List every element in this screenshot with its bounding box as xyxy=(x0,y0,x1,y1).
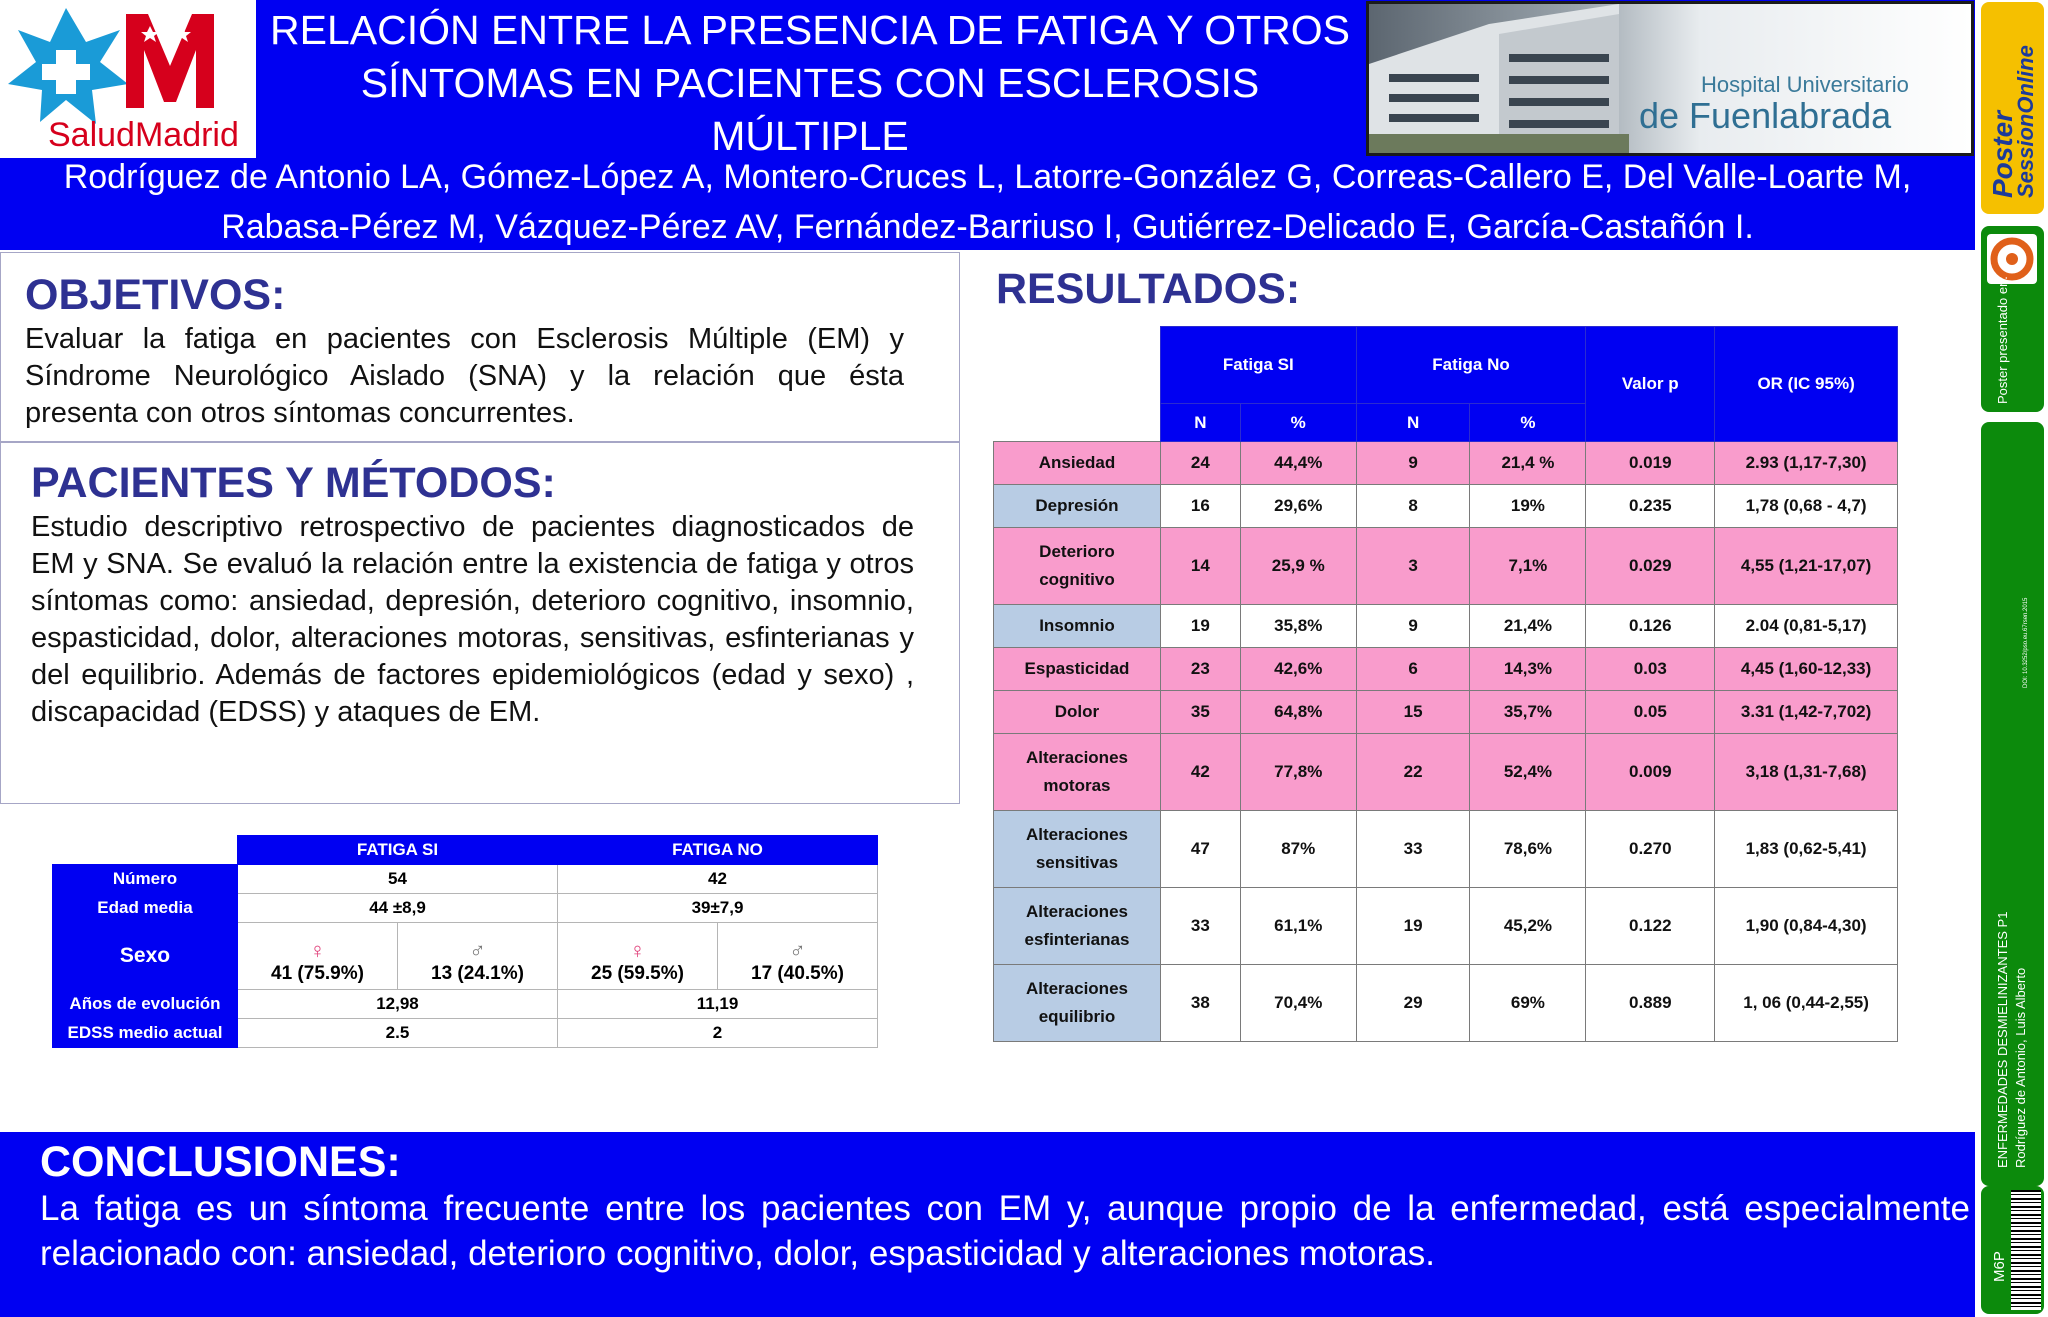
female-icon: ♀ xyxy=(629,938,646,963)
cell-p: 0.05 xyxy=(1586,691,1715,734)
cell-p: 0.235 xyxy=(1586,485,1715,528)
salud-madrid-logo-text: SaludMadrid xyxy=(48,116,239,154)
demographics-table xyxy=(52,835,878,1048)
row-label: Años de evolución xyxy=(53,990,238,1019)
row-label: Deterioro cognitivo xyxy=(994,528,1161,605)
salud-madrid-logo xyxy=(0,0,256,158)
row-label: Espasticidad xyxy=(994,648,1161,691)
header-fatiga-si: Fatiga SI xyxy=(1160,327,1356,404)
cell-value: 42 xyxy=(558,865,878,894)
cell-n-si: 33 xyxy=(1160,888,1240,965)
results-row xyxy=(994,888,1898,965)
cell-p: 0.029 xyxy=(1586,528,1715,605)
row-numero xyxy=(53,865,878,894)
cell-pct-si: 42,6% xyxy=(1240,648,1356,691)
cell-pct-si: 77,8% xyxy=(1240,734,1356,811)
cell-n-si: 14 xyxy=(1160,528,1240,605)
results-row xyxy=(994,528,1898,605)
cell-n-no: 29 xyxy=(1356,965,1470,1042)
row-label: EDSS medio actual xyxy=(53,1019,238,1048)
row-sexo xyxy=(53,923,878,990)
cell-value: 17 (40.5%) xyxy=(751,963,844,984)
cell-value: 2 xyxy=(558,1019,878,1048)
cell-pct-si: 64,8% xyxy=(1240,691,1356,734)
row-edss xyxy=(53,1019,878,1048)
row-label: Alteraciones equilibrio xyxy=(994,965,1161,1042)
cell-si-female xyxy=(238,923,398,990)
results-table xyxy=(993,326,1898,1042)
cell-value: 41 (75.9%) xyxy=(271,963,364,984)
cell-value: 13 (24.1%) xyxy=(431,963,524,984)
metodos-title: PACIENTES Y MÉTODOS: xyxy=(31,459,556,507)
results-row xyxy=(994,485,1898,528)
row-label: Ansiedad xyxy=(994,442,1161,485)
objetivos-section xyxy=(0,252,960,442)
cell-pct-no: 35,7% xyxy=(1470,691,1586,734)
brand-session-online: SessionOnline xyxy=(2013,45,2038,198)
cell-p: 0.009 xyxy=(1586,734,1715,811)
cell-or: 1,83 (0,62-5,41) xyxy=(1715,811,1898,888)
cell-value: 44 ±8,9 xyxy=(238,894,558,923)
cell-p: 0.126 xyxy=(1586,605,1715,648)
salud-madrid-logo-mark xyxy=(0,0,256,158)
conclusiones-section xyxy=(0,1132,1975,1317)
results-header-row-1 xyxy=(994,327,1898,404)
results-row xyxy=(994,734,1898,811)
cell-pct-no: 21,4% xyxy=(1470,605,1586,648)
female-icon: ♀ xyxy=(309,938,326,963)
results-row xyxy=(994,691,1898,734)
cell-n-si: 16 xyxy=(1160,485,1240,528)
cell-value: 54 xyxy=(238,865,558,894)
cell-p: 0.122 xyxy=(1586,888,1715,965)
cell-n-si: 42 xyxy=(1160,734,1240,811)
hospital-name-line1: Hospital Universitario xyxy=(1701,72,1909,97)
header-valor-p: Valor p xyxy=(1586,327,1715,442)
barcode-icon xyxy=(2011,1190,2041,1310)
category-strip xyxy=(1981,422,2044,1186)
brand-poster: Poster xyxy=(1987,110,2018,198)
row-anos xyxy=(53,990,878,1019)
cell-or: 4,55 (1,21-17,07) xyxy=(1715,528,1898,605)
cell-n-no: 6 xyxy=(1356,648,1470,691)
presented-at-badge xyxy=(1981,226,2044,412)
cell-pct-no: 45,2% xyxy=(1470,888,1586,965)
header-or: OR (IC 95%) xyxy=(1715,327,1898,442)
cell-n-no: 15 xyxy=(1356,691,1470,734)
header-pct-no: % xyxy=(1470,404,1586,442)
results-row xyxy=(994,605,1898,648)
row-label: Depresión xyxy=(994,485,1161,528)
cell-or: 3.31 (1,42-7,702) xyxy=(1715,691,1898,734)
cell-or: 1, 06 (0,44-2,55) xyxy=(1715,965,1898,1042)
cell-or: 1,78 (0,68 - 4,7) xyxy=(1715,485,1898,528)
header-n-no: N xyxy=(1356,404,1470,442)
row-label: Alteraciones esfinterianas xyxy=(994,888,1161,965)
cell-value: 2.5 xyxy=(238,1019,558,1048)
cell-pct-no: 7,1% xyxy=(1470,528,1586,605)
cell-pct-si: 87% xyxy=(1240,811,1356,888)
cell-n-no: 8 xyxy=(1356,485,1470,528)
row-label: Dolor xyxy=(994,691,1161,734)
cell-n-no: 19 xyxy=(1356,888,1470,965)
authors-list: Rodríguez de Antonio LA, Gómez-López A, Montero-Cruces L, Latorre-González G, Correas-Callero E, Del Valle-Loarte M, Rabasa-Pérez M, Vázquez-Pérez AV, Fernández-Barriuso I, Gutiérrez-Delicado E, García-Castañón I. xyxy=(63,158,1912,246)
demographics-corner xyxy=(53,836,238,865)
header-fatiga-no: Fatiga No xyxy=(1356,327,1586,404)
cell-pct-si: 44,4% xyxy=(1240,442,1356,485)
doi-text: DOI: 10.3252/pso.eu.67rsen.2015 xyxy=(2023,597,2029,688)
cell-pct-si: 35,8% xyxy=(1240,605,1356,648)
hospital-building-image xyxy=(1369,4,1971,153)
row-label: Insomnio xyxy=(994,605,1161,648)
cell-p: 0.03 xyxy=(1586,648,1715,691)
col-fatiga-si: FATIGA SI xyxy=(238,836,558,865)
cell-no-female xyxy=(558,923,718,990)
cell-p: 0.019 xyxy=(1586,442,1715,485)
cell-or: 2.04 (0,81-5,17) xyxy=(1715,605,1898,648)
row-label: Sexo xyxy=(53,923,238,990)
cell-or: 1,90 (0,84-4,30) xyxy=(1715,888,1898,965)
cell-or: 2.93 (1,17-7,30) xyxy=(1715,442,1898,485)
cell-value: 25 (59.5%) xyxy=(591,963,684,984)
cell-value: 12,98 xyxy=(238,990,558,1019)
cell-si-male xyxy=(398,923,558,990)
cell-n-no: 22 xyxy=(1356,734,1470,811)
demographics-header-row xyxy=(53,836,878,865)
row-label: Número xyxy=(53,865,238,894)
cell-n-no: 3 xyxy=(1356,528,1470,605)
cell-value: 39±7,9 xyxy=(558,894,878,923)
poster-title: RELACIÓN ENTRE LA PRESENCIA DE FATIGA Y OTROS SÍNTOMAS EN PACIENTES CON ESCLEROSIS MÚLTIPLE xyxy=(270,7,1350,159)
metodos-text: Estudio descriptivo retrospectivo de pacientes diagnosticados de EM y SNA. Se evaluó la relación entre la existencia de fatiga y otros síntomas como: ansiedad, depresión, deterioro cognitivo, insomnio, espasticidad, dolor, alteraciones motoras, sensitivas, esfinterianas y del equilibrio. Además de factores epidemiológicos (edad y sexo) , discapacidad (EDSS) y ataques de EM. xyxy=(31,511,914,728)
results-row xyxy=(994,811,1898,888)
category-text: ENFERMEDADES DESMIELINIZANTES P1 xyxy=(1995,911,2010,1168)
hospital-name-line2: de Fuenlabrada xyxy=(1639,95,1892,136)
poster-session-online-logo xyxy=(1981,2,2044,214)
row-label: Alteraciones sensitivas xyxy=(994,811,1161,888)
row-label: Edad media xyxy=(53,894,238,923)
conclusiones-title: CONCLUSIONES: xyxy=(40,1138,401,1186)
row-edad xyxy=(53,894,878,923)
results-body xyxy=(994,442,1898,1042)
cell-n-si: 35 xyxy=(1160,691,1240,734)
metodos-section xyxy=(0,442,960,804)
results-row xyxy=(994,648,1898,691)
male-icon: ♂ xyxy=(469,938,486,963)
objetivos-text: Evaluar la fatiga en pacientes con Esclerosis Múltiple (EM) y Síndrome Neurológico Aislado (SNA) y la relación que ésta presenta con otros síntomas concurrentes. xyxy=(25,323,904,429)
row-label: Alteraciones motoras xyxy=(994,734,1161,811)
cell-n-no: 9 xyxy=(1356,605,1470,648)
cell-n-si: 38 xyxy=(1160,965,1240,1042)
cell-pct-si: 29,6% xyxy=(1240,485,1356,528)
cell-pct-no: 69% xyxy=(1470,965,1586,1042)
cell-pct-si: 61,1% xyxy=(1240,888,1356,965)
cell-or: 3,18 (1,31-7,68) xyxy=(1715,734,1898,811)
results-row xyxy=(994,442,1898,485)
results-row xyxy=(994,965,1898,1042)
conclusiones-text: La fatiga es un síntoma frecuente entre los pacientes con EM y, aunque propio de la enfermedad, está especialmente relacionado con: ansiedad, deterioro cognitivo, dolor, espasticidad y alteraciones motoras. xyxy=(40,1189,1970,1273)
cell-or: 4,45 (1,60-12,33) xyxy=(1715,648,1898,691)
poster-code: M6P xyxy=(1991,1251,2008,1282)
header-n-si: N xyxy=(1160,404,1240,442)
cell-n-si: 19 xyxy=(1160,605,1240,648)
poster-code-strip xyxy=(1981,1186,2044,1314)
cell-pct-si: 25,9 % xyxy=(1240,528,1356,605)
cell-n-no: 9 xyxy=(1356,442,1470,485)
cell-pct-si: 70,4% xyxy=(1240,965,1356,1042)
cell-pct-no: 19% xyxy=(1470,485,1586,528)
results-corner xyxy=(994,327,1161,442)
author-text: Rodríguez de Antonio, Luis Alberto xyxy=(2013,967,2028,1168)
cell-pct-no: 78,6% xyxy=(1470,811,1586,888)
cell-pct-no: 52,4% xyxy=(1470,734,1586,811)
cell-pct-no: 14,3% xyxy=(1470,648,1586,691)
male-icon: ♂ xyxy=(789,938,806,963)
cell-p: 0.889 xyxy=(1586,965,1715,1042)
presented-at-label: Poster presentado en: xyxy=(1995,276,2010,404)
hospital-photo-banner xyxy=(1366,1,1974,156)
cell-n-si: 23 xyxy=(1160,648,1240,691)
cell-pct-no: 21,4 % xyxy=(1470,442,1586,485)
cell-p: 0.270 xyxy=(1586,811,1715,888)
poster-session-sidebar xyxy=(1977,0,2048,1317)
cell-value: 11,19 xyxy=(558,990,878,1019)
cell-no-male xyxy=(718,923,878,990)
cell-n-no: 33 xyxy=(1356,811,1470,888)
col-fatiga-no: FATIGA NO xyxy=(558,836,878,865)
objetivos-title: OBJETIVOS: xyxy=(25,271,286,319)
resultados-title: RESULTADOS: xyxy=(996,265,1301,313)
cell-n-si: 47 xyxy=(1160,811,1240,888)
cell-n-si: 24 xyxy=(1160,442,1240,485)
header-pct-si: % xyxy=(1240,404,1356,442)
